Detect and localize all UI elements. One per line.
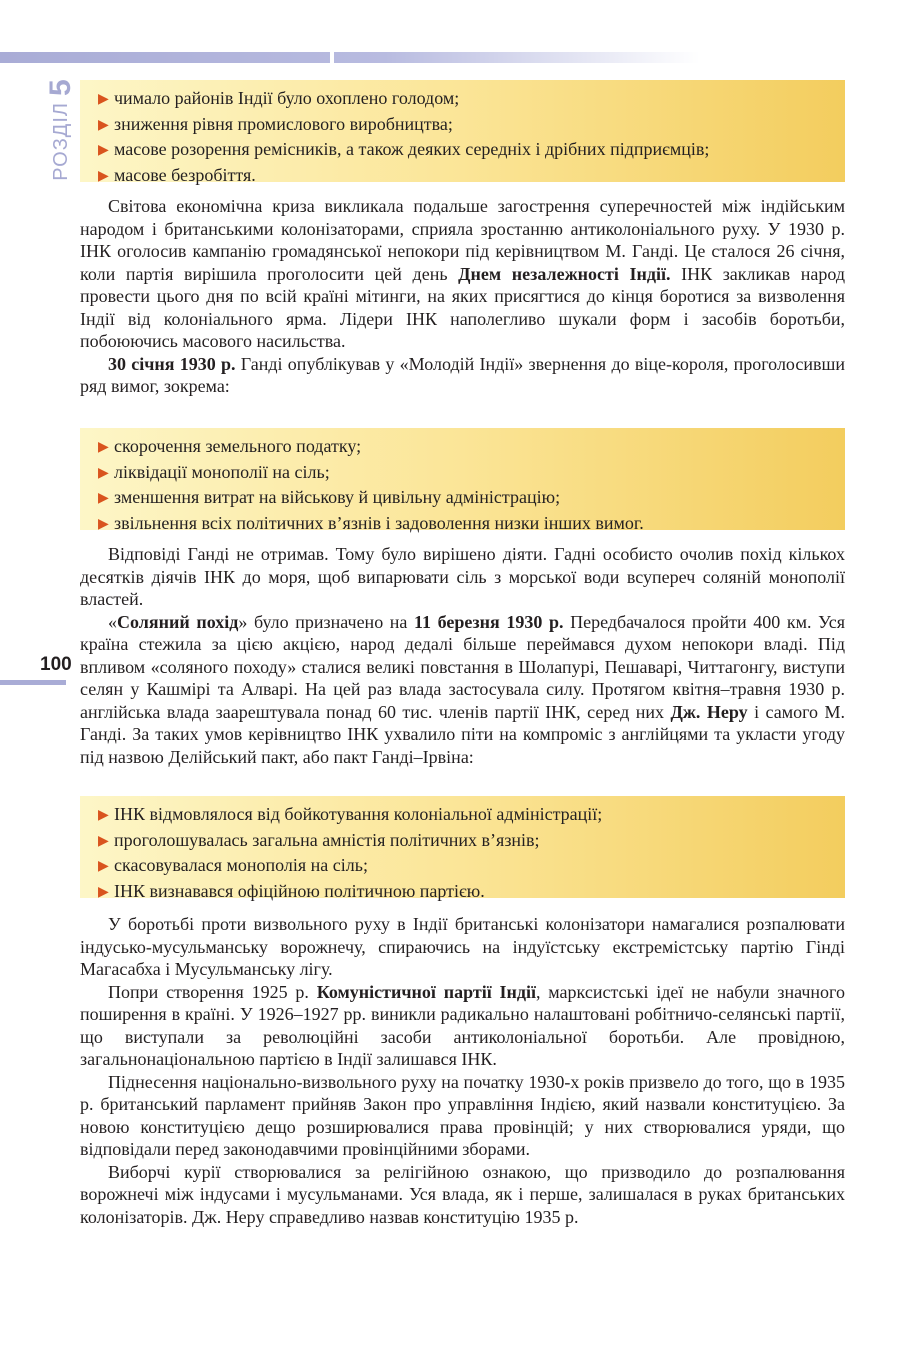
- bullet-arrow-icon: ▶: [98, 168, 109, 184]
- bullet-arrow-icon: ▶: [98, 143, 109, 158]
- list-item: ▶ зниження рівня промислового виробництва;: [98, 113, 845, 139]
- section-label-text: [41, 79, 75, 180]
- text-block-crisis: [80, 195, 845, 398]
- bullet-arrow-icon: ▶: [98, 440, 109, 455]
- list-item: ▶ ІНК відмовлялося від бойкотування колоніальної адміністрації;: [98, 803, 845, 829]
- bullet-arrow-icon: ▶: [98, 808, 109, 823]
- bullet-arrow-icon: ▶: [98, 92, 109, 107]
- list-item: ▶ масове розорення ремісників, а також деяких середніх і дрібних підприємців;: [98, 138, 845, 164]
- paragraph: Піднесення національно-визвольного руху на початку 1930-х років призвело до того, що в 1935 р. британський парламент прийняв Закон про управління Індією, який назвали конституцією. За новою конституцією дещо розширювалися права провінцій; у них створювалися уряди, що відповідали перед законодавчими провінційними зборами.: [80, 1071, 845, 1159]
- list-item: ▶ скорочення земельного податку;: [98, 435, 845, 461]
- text-block-constitution: [80, 913, 845, 1228]
- highlight-box-consequences: [80, 80, 845, 185]
- list-item: ▶ ІНК визнавався офіційною політичною партією.: [98, 880, 845, 906]
- text-block-salt-march: [80, 543, 845, 768]
- list-item: ▶ звільнення всіх політичних в’язнів і задоволення низки інших вимог.: [98, 512, 845, 538]
- list-item: ▶ проголошувалась загальна амністія політичних в’язнів;: [98, 829, 845, 855]
- bullet-arrow-icon: ▶: [98, 117, 109, 133]
- list-item: ▶ чимало районів Індії було охоплено голодом;: [98, 87, 845, 113]
- paragraph: Світова економічна криза викликала подальше загострення суперечностей між індійським народом і британськими колонізаторами, сприяла зростанню антиколоніального руху. У 1930 р. ІНК оголосив кампанію громадянської непокори під керівництвом М. Ганді. Це сталося 26 січня, коли партія вирішила проголосити цей день Днем незалежності Індії. ІНК закликав народ провести цього дня по всій країні мітинги, на яких присягтися до кінця боротися за визволення Індії від колоніального ярма. Лідери ІНК наполегливо шукали форм і засобів боротьби, побоюючись масового насильства.: [80, 196, 845, 351]
- section-number: 5: [44, 79, 77, 96]
- page-number: 100: [40, 654, 72, 675]
- list-item: ▶ зменшення витрат на військову й цивільну адміністрацію;: [98, 486, 845, 512]
- highlight-box-demands: [80, 428, 845, 533]
- header-decor-bar: [0, 52, 700, 63]
- paragraph: «Соляний похід» було призначено на 11 березня 1930 р. Передбачалося пройти 400 км. Уся країна стежила за цією акцією, народ дедалі більше переймався духом непокори владі. Під впливом «соляного походу» сталися великі повстання в Шолапурі, Пешаварі, Читтагонгу, виступи селян у Кашмірі та Алварі. На цей раз влада застосувала силу. Протягом квітня–травня 1930 р. англійська влада заарештувала понад 60 тис. членів партії ІНК, серед них Дж. Неру і самого М. Ганді. За таких умов керівництво ІНК ухвалило піти на компроміс з англійцями та укласти угоду під назвою Делійський пакт, або пакт Ганді–Ірвіна:: [80, 611, 846, 767]
- bullet-arrow-icon: ▶: [98, 465, 109, 481]
- list-item: ▶ ліквідації монополії на сіль;: [98, 461, 845, 487]
- bullet-arrow-icon: ▶: [98, 516, 109, 532]
- list-item: ▶ масове безробіття.: [98, 164, 845, 190]
- section-label: [38, 80, 78, 180]
- bullet-arrow-icon: ▶: [98, 491, 109, 506]
- list-item: ▶ скасовувалася монополія на сіль;: [98, 854, 845, 880]
- paragraph: 30 січня 1930 р. Ганді опублікував у «Молодій Індії» звернення до віце-короля, проголосивши ряд вимог, зокрема:: [80, 353, 845, 396]
- bullet-arrow-icon: ▶: [98, 859, 109, 874]
- paragraph: Відповіді Ганді не отримав. Тому було вирішено діяти. Гадні особисто очолив похід кількох десятків діячів ІНК до моря, щоб випарювати сіль з морської води всупереч соляній монополії властей.: [80, 544, 845, 609]
- page-number-bar: [0, 680, 66, 685]
- paragraph: Виборчі курії створювалися за релігійною ознакою, що призводило до розпалювання ворожнечі між індусами і мусульманами. Уся влада, як і перше, залишалася в руках британських колонізаторів. Дж. Неру справедливо назвав конституцію 1935 р.: [80, 1161, 845, 1227]
- bullet-arrow-icon: ▶: [98, 884, 109, 900]
- highlight-box-pact-terms: [80, 796, 845, 901]
- header-decor-gap: [330, 52, 334, 63]
- paragraph: У боротьбі проти визвольного руху в Індії британські колонізатори намагалися розпалювати індусько-мусульманську ворожнечу, спираючись на індуїстську екстремістську партію Гінді Магасабха і Мусульманську лігу.: [80, 914, 845, 979]
- bullet-arrow-icon: ▶: [98, 833, 109, 849]
- paragraph: Попри створення 1925 р. Комуністичної партії Індії, марксистські ідеї не набули значного поширення в країні. У 1926–1927 рр. виникли радикально налаштовані робітничо-селянські партії, що виступали за революційні засоби антиколоніальної боротьби. Але провідною, загальнонаціональною партією в Індії залишався ІНК.: [80, 981, 845, 1069]
- section-word: РОЗДІЛ: [50, 101, 72, 181]
